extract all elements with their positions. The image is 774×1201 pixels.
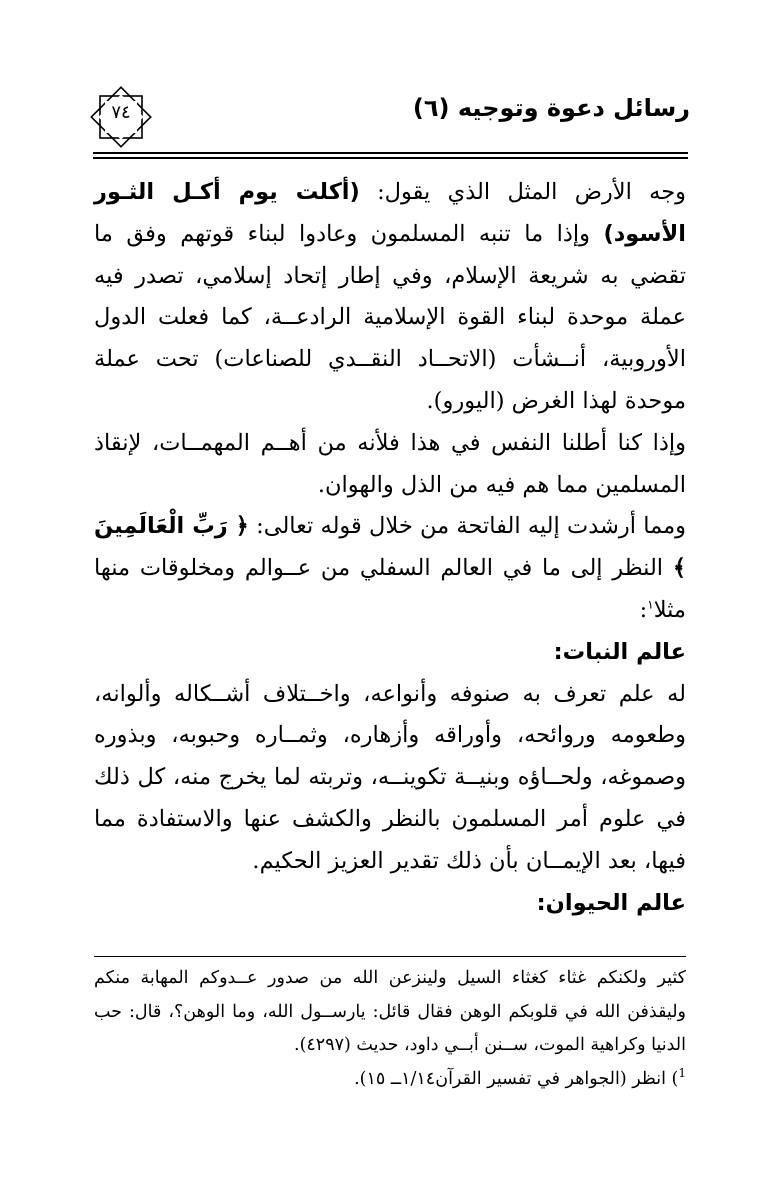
header-rule-thick	[93, 152, 688, 154]
page-number-badge	[86, 82, 156, 152]
footnote-ref: ١	[647, 597, 654, 612]
footnotes	[94, 962, 686, 1096]
paragraph: له علم تعرف به صنوفه وأنواعه، واخــتلاف أشــكاله وألوانه، وطعومه وروائحه، وأوراقه وأزهاره، وثمــاره وحبوبه، وبذوره وصموغه، ولحــاؤه وبنيــة تكوينــه، وتربته لما يخرج منه، كل ذلك في علوم أمر المسلمون بالنظر والكشف عنها والاستفادة مما فيها، بعد الإيمــان بأن ذلك تقدير العزيز الحكيم.	[94, 680, 686, 874]
main-text	[94, 172, 686, 924]
footnote-separator	[94, 956, 686, 957]
proverb-bold: (أكلت يوم أكـل الثـور الأسود)	[94, 179, 686, 247]
book-title: رسائل دعوة وتوجيه (٦)	[412, 94, 690, 122]
page-number: ٧٤	[111, 102, 131, 123]
paragraph: وإذا كنا أطلنا النفس في هذا فلأنه من أهــم المهمــات، لإنقاذ المسلمين مما هم فيه من الذل والهوان.	[94, 429, 686, 498]
footnote-text: ) انظر (الجواهر في تفسير القرآن١/١٤ــ ١٥).	[354, 1068, 679, 1089]
footnote-number: 1	[678, 1065, 686, 1080]
text-run: ومما أرشدت إليه الفاتحة من خلال قوله تعالى:	[248, 513, 687, 540]
quran-verse: ﴿ رَبِّ الْعَالَمِينَ ﴾	[94, 513, 686, 582]
footnote-1	[94, 1063, 686, 1097]
text-run: :	[639, 596, 648, 623]
text-run: وجه الأرض المثل الذي يقول:	[359, 179, 686, 205]
page-header	[80, 82, 690, 142]
header-rule-thin	[93, 157, 688, 159]
text-run: النظر إلى ما في العالم السفلي من عــوالم ومخلوقات منها مثلا	[94, 555, 686, 623]
text-run: وإذا ما تنبه المسلمون وعادوا لبناء قوتهم وفق ما تقضي به شريعة الإسلام، وفي إطار إتحاد إسلامي، تصدر فيه عملة موحدة لبناء القوة الإسلامية الرادعــة، كما فعلت الدول الأوروبية، أنــشأت (الاتحــاد النقــدي للصناعات) تحت عملة موحدة لهذا الغرض (اليورو).	[94, 220, 686, 414]
section-heading-plants: عالم النبات:	[553, 638, 686, 665]
footnote-continued: كثير ولكنكم غثاء كغثاء السيل ولينزعن الله من صدور عــدوكم المهابة منكم وليقذفن الله في قلوبكم الوهن فقال قائل: يارســول الله، وما الوهن؟، قال: حب الدنيا وكراهية الموت، ســنن أبــي داود، حديث (٤٢٩٧).	[94, 968, 686, 1055]
section-heading-animals: عالم الحيوان:	[536, 889, 686, 916]
paragraph	[94, 172, 686, 423]
paragraph	[94, 506, 686, 631]
